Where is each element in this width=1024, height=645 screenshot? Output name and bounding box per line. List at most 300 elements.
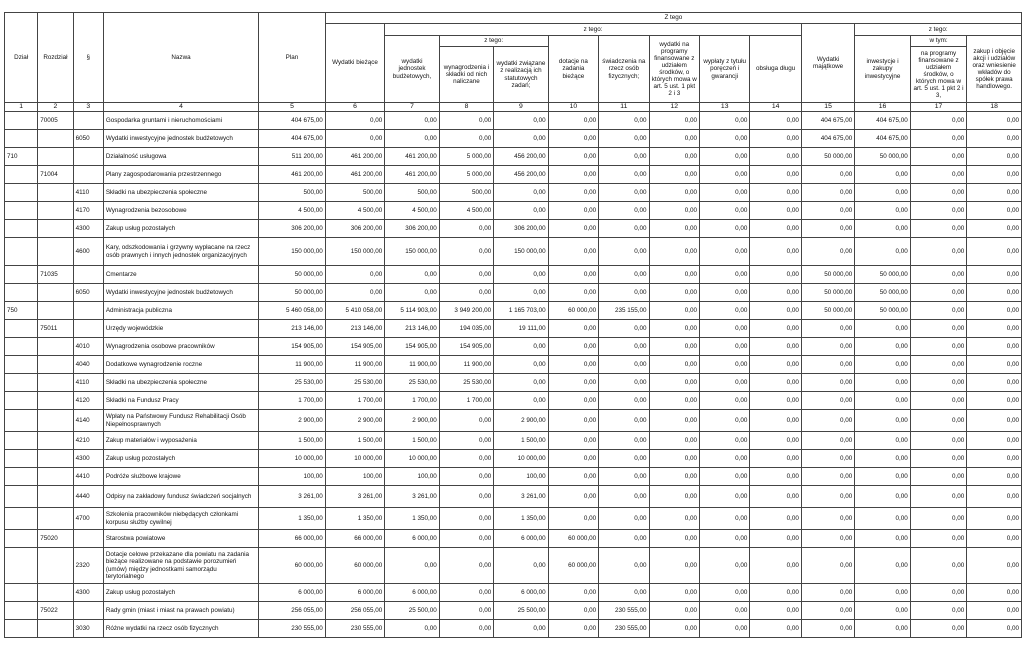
column-number: 2 xyxy=(38,103,73,112)
value-cell: 0,00 xyxy=(439,238,493,266)
value-cell: 0,00 xyxy=(599,130,649,148)
value-cell: 0,00 xyxy=(750,620,801,638)
value-cell: 0,00 xyxy=(439,130,493,148)
value-cell: 0,00 xyxy=(439,486,493,508)
value-cell: 0,00 xyxy=(599,468,649,486)
column-number: 16 xyxy=(855,103,910,112)
value-cell: 0,00 xyxy=(967,410,1022,432)
value-cell: 25 530,00 xyxy=(385,374,439,392)
header-z-tego-biezace: z tego: xyxy=(385,24,802,36)
value-cell: 0,00 xyxy=(385,130,439,148)
paragraf-cell xyxy=(73,166,103,184)
rozdzial-cell: 71004 xyxy=(38,166,73,184)
value-cell: 100,00 xyxy=(494,468,548,486)
value-cell: 0,00 xyxy=(548,238,598,266)
value-cell: 0,00 xyxy=(967,486,1022,508)
value-cell: 0,00 xyxy=(750,130,801,148)
value-cell: 66 000,00 xyxy=(325,530,385,548)
table-row xyxy=(5,338,1022,356)
value-cell: 0,00 xyxy=(967,432,1022,450)
value-cell: 0,00 xyxy=(649,468,699,486)
value-cell: 6 000,00 xyxy=(385,530,439,548)
rozdzial-cell xyxy=(38,238,73,266)
value-cell: 0,00 xyxy=(855,166,910,184)
value-cell: 461 200,00 xyxy=(325,148,385,166)
value-cell: 154 905,00 xyxy=(385,338,439,356)
value-cell: 0,00 xyxy=(855,620,910,638)
value-cell: 0,00 xyxy=(910,602,966,620)
value-cell: 0,00 xyxy=(801,468,854,486)
value-cell: 0,00 xyxy=(910,410,966,432)
value-cell: 0,00 xyxy=(855,356,910,374)
value-cell: 0,00 xyxy=(855,392,910,410)
value-cell: 0,00 xyxy=(801,338,854,356)
value-cell: 0,00 xyxy=(699,530,749,548)
rozdzial-cell xyxy=(38,184,73,202)
dzial-cell xyxy=(5,508,38,530)
rozdzial-cell xyxy=(38,302,73,320)
table-row xyxy=(5,584,1022,602)
column-number: 4 xyxy=(103,103,258,112)
value-cell: 404 675,00 xyxy=(259,130,326,148)
value-cell: 1 500,00 xyxy=(494,432,548,450)
value-cell: 50 000,00 xyxy=(801,284,854,302)
value-cell: 306 200,00 xyxy=(385,220,439,238)
header-inwestycje: inwestycje i zakupy inwestycyjne xyxy=(855,36,910,103)
name-cell: Wynagrodzenia bezosobowe xyxy=(103,202,258,220)
value-cell: 0,00 xyxy=(439,112,493,130)
value-cell: 0,00 xyxy=(439,530,493,548)
value-cell: 0,00 xyxy=(910,620,966,638)
value-cell: 0,00 xyxy=(439,548,493,584)
value-cell: 0,00 xyxy=(599,184,649,202)
value-cell: 0,00 xyxy=(910,184,966,202)
name-cell: Urzędy wojewódzkie xyxy=(103,320,258,338)
value-cell: 0,00 xyxy=(599,166,649,184)
value-cell: 0,00 xyxy=(439,508,493,530)
name-cell: Zakup usług pozostałych xyxy=(103,584,258,602)
value-cell: 0,00 xyxy=(649,184,699,202)
paragraf-cell: 4300 xyxy=(73,584,103,602)
value-cell: 0,00 xyxy=(649,410,699,432)
value-cell: 0,00 xyxy=(910,320,966,338)
value-cell: 0,00 xyxy=(699,392,749,410)
value-cell: 0,00 xyxy=(855,548,910,584)
value-cell: 4 500,00 xyxy=(385,202,439,220)
column-number: 9 xyxy=(494,103,548,112)
column-number: 15 xyxy=(801,103,854,112)
value-cell: 2 900,00 xyxy=(494,410,548,432)
dzial-cell xyxy=(5,166,38,184)
rozdzial-cell xyxy=(38,468,73,486)
value-cell: 0,00 xyxy=(548,130,598,148)
rozdzial-cell xyxy=(38,392,73,410)
paragraf-cell: 4110 xyxy=(73,184,103,202)
value-cell: 0,00 xyxy=(599,356,649,374)
table-row xyxy=(5,238,1022,266)
table-row xyxy=(5,112,1022,130)
dzial-cell xyxy=(5,374,38,392)
table-row xyxy=(5,220,1022,238)
value-cell: 456 200,00 xyxy=(494,166,548,184)
value-cell: 50 000,00 xyxy=(801,266,854,284)
value-cell: 0,00 xyxy=(494,374,548,392)
rozdzial-cell xyxy=(38,450,73,468)
header-wydatki-jednostek: wydatki jednostek budżetowych, xyxy=(385,36,439,103)
value-cell: 404 675,00 xyxy=(855,112,910,130)
value-cell: 0,00 xyxy=(649,530,699,548)
paragraf-cell xyxy=(73,148,103,166)
value-cell: 1 500,00 xyxy=(325,432,385,450)
table-row xyxy=(5,148,1022,166)
column-number: 3 xyxy=(73,103,103,112)
value-cell: 0,00 xyxy=(439,432,493,450)
value-cell: 0,00 xyxy=(750,410,801,432)
header-dzial: Dział xyxy=(5,13,38,103)
value-cell: 0,00 xyxy=(750,184,801,202)
value-cell: 0,00 xyxy=(750,530,801,548)
dzial-cell xyxy=(5,450,38,468)
name-cell: Składki na Fundusz Pracy xyxy=(103,392,258,410)
header-swiadczenia: świadczenia na rzecz osób fizycznych; xyxy=(599,36,649,103)
value-cell: 511 200,00 xyxy=(259,148,326,166)
value-cell: 0,00 xyxy=(750,166,801,184)
value-cell: 1 350,00 xyxy=(325,508,385,530)
dzial-cell xyxy=(5,530,38,548)
value-cell: 0,00 xyxy=(699,202,749,220)
value-cell: 0,00 xyxy=(325,130,385,148)
value-cell: 0,00 xyxy=(699,184,749,202)
value-cell: 0,00 xyxy=(910,468,966,486)
value-cell: 0,00 xyxy=(750,338,801,356)
dzial-cell xyxy=(5,266,38,284)
column-number: 1 xyxy=(5,103,38,112)
value-cell: 461 200,00 xyxy=(325,166,385,184)
value-cell: 0,00 xyxy=(649,356,699,374)
value-cell: 150 000,00 xyxy=(494,238,548,266)
value-cell: 25 530,00 xyxy=(439,374,493,392)
value-cell: 0,00 xyxy=(910,130,966,148)
value-cell: 0,00 xyxy=(967,202,1022,220)
value-cell: 0,00 xyxy=(967,602,1022,620)
value-cell: 66 000,00 xyxy=(259,530,326,548)
value-cell: 0,00 xyxy=(548,284,598,302)
rozdzial-cell xyxy=(38,284,73,302)
value-cell: 0,00 xyxy=(548,148,598,166)
value-cell: 0,00 xyxy=(548,338,598,356)
table-row xyxy=(5,374,1022,392)
value-cell: 11 900,00 xyxy=(325,356,385,374)
name-cell: Wpłaty na Państwowy Fundusz Rehabilitacji Osób Niepełnosprawnych xyxy=(103,410,258,432)
value-cell: 60 000,00 xyxy=(548,302,598,320)
header-wyplaty: wypłaty z tytułu poręczeń i gwarancji xyxy=(699,36,749,103)
value-cell: 0,00 xyxy=(649,374,699,392)
value-cell: 0,00 xyxy=(750,392,801,410)
value-cell: 0,00 xyxy=(494,356,548,374)
value-cell: 0,00 xyxy=(699,410,749,432)
value-cell: 25 500,00 xyxy=(385,602,439,620)
value-cell: 0,00 xyxy=(801,548,854,584)
paragraf-cell: 4210 xyxy=(73,432,103,450)
value-cell: 0,00 xyxy=(649,112,699,130)
value-cell: 0,00 xyxy=(649,320,699,338)
header-na-programy: na programy finansowane z udziałem środków, o których mowa w art. 5 ust. 1 pkt 2 i 3, xyxy=(910,47,966,103)
name-cell: Wydatki inwestycyjne jednostek budżetowych xyxy=(103,284,258,302)
value-cell: 0,00 xyxy=(439,602,493,620)
value-cell: 60 000,00 xyxy=(325,548,385,584)
value-cell: 0,00 xyxy=(750,450,801,468)
value-cell: 0,00 xyxy=(750,508,801,530)
value-cell: 0,00 xyxy=(649,392,699,410)
value-cell: 0,00 xyxy=(649,620,699,638)
value-cell: 0,00 xyxy=(599,284,649,302)
value-cell: 0,00 xyxy=(649,130,699,148)
value-cell: 0,00 xyxy=(801,450,854,468)
value-cell: 0,00 xyxy=(439,450,493,468)
value-cell: 0,00 xyxy=(855,202,910,220)
dzial-cell xyxy=(5,410,38,432)
value-cell: 0,00 xyxy=(910,356,966,374)
value-cell: 5 000,00 xyxy=(439,148,493,166)
value-cell: 0,00 xyxy=(385,548,439,584)
value-cell: 150 000,00 xyxy=(325,238,385,266)
table-row xyxy=(5,450,1022,468)
value-cell: 0,00 xyxy=(699,584,749,602)
column-number: 17 xyxy=(910,103,966,112)
value-cell: 0,00 xyxy=(599,338,649,356)
value-cell: 0,00 xyxy=(967,468,1022,486)
paragraf-cell: 4010 xyxy=(73,338,103,356)
dzial-cell xyxy=(5,284,38,302)
header-z-tego-majatkowe: z tego: xyxy=(855,24,1022,36)
value-cell: 0,00 xyxy=(494,284,548,302)
value-cell: 0,00 xyxy=(548,508,598,530)
paragraf-cell: 4300 xyxy=(73,220,103,238)
value-cell: 0,00 xyxy=(855,602,910,620)
value-cell: 0,00 xyxy=(750,356,801,374)
header-dotacje: dotacje na zadania bieżące xyxy=(548,36,598,103)
dzial-cell xyxy=(5,202,38,220)
value-cell: 0,00 xyxy=(439,266,493,284)
paragraf-cell xyxy=(73,302,103,320)
rozdzial-cell xyxy=(38,584,73,602)
value-cell: 6 000,00 xyxy=(259,584,326,602)
value-cell: 0,00 xyxy=(910,486,966,508)
rozdzial-cell xyxy=(38,508,73,530)
value-cell: 1 500,00 xyxy=(259,432,326,450)
value-cell: 0,00 xyxy=(750,266,801,284)
value-cell: 0,00 xyxy=(548,220,598,238)
value-cell: 0,00 xyxy=(910,584,966,602)
value-cell: 0,00 xyxy=(801,356,854,374)
table-row xyxy=(5,432,1022,450)
table-row xyxy=(5,468,1022,486)
value-cell: 0,00 xyxy=(855,220,910,238)
value-cell: 0,00 xyxy=(649,508,699,530)
dzial-cell xyxy=(5,486,38,508)
name-cell: Składki na ubezpieczenia społeczne xyxy=(103,374,258,392)
value-cell: 6 000,00 xyxy=(385,584,439,602)
value-cell: 150 000,00 xyxy=(259,238,326,266)
header-plan: Plan xyxy=(259,13,326,103)
value-cell: 0,00 xyxy=(649,450,699,468)
value-cell: 0,00 xyxy=(910,302,966,320)
value-cell: 0,00 xyxy=(494,548,548,584)
value-cell: 0,00 xyxy=(910,548,966,584)
rozdzial-cell xyxy=(38,338,73,356)
value-cell: 0,00 xyxy=(801,410,854,432)
value-cell: 6 000,00 xyxy=(325,584,385,602)
header-zakup-akcji: zakup i objęcie akcji i udziałów oraz wniesienie wkładów do spółek prawa handlowego. xyxy=(967,36,1022,103)
value-cell: 0,00 xyxy=(699,320,749,338)
value-cell: 461 200,00 xyxy=(259,166,326,184)
value-cell: 3 261,00 xyxy=(259,486,326,508)
value-cell: 0,00 xyxy=(548,410,598,432)
value-cell: 50 000,00 xyxy=(855,148,910,166)
column-number: 12 xyxy=(649,103,699,112)
value-cell: 0,00 xyxy=(967,238,1022,266)
value-cell: 0,00 xyxy=(494,338,548,356)
rozdzial-cell xyxy=(38,374,73,392)
value-cell: 0,00 xyxy=(910,238,966,266)
value-cell: 0,00 xyxy=(699,166,749,184)
value-cell: 154 905,00 xyxy=(439,338,493,356)
dzial-cell xyxy=(5,220,38,238)
value-cell: 306 200,00 xyxy=(325,220,385,238)
value-cell: 0,00 xyxy=(699,130,749,148)
name-cell: Wynagrodzenia osobowe pracowników xyxy=(103,338,258,356)
value-cell: 0,00 xyxy=(699,284,749,302)
value-cell: 500,00 xyxy=(385,184,439,202)
column-number: 6 xyxy=(325,103,385,112)
paragraf-cell: 4120 xyxy=(73,392,103,410)
paragraf-cell xyxy=(73,112,103,130)
rozdzial-cell xyxy=(38,220,73,238)
value-cell: 0,00 xyxy=(699,548,749,584)
dzial-cell xyxy=(5,238,38,266)
table-row xyxy=(5,392,1022,410)
value-cell: 5 410 058,00 xyxy=(325,302,385,320)
value-cell: 0,00 xyxy=(548,320,598,338)
value-cell: 0,00 xyxy=(325,266,385,284)
value-cell: 0,00 xyxy=(910,284,966,302)
value-cell: 0,00 xyxy=(599,392,649,410)
value-cell: 25 530,00 xyxy=(259,374,326,392)
value-cell: 0,00 xyxy=(699,432,749,450)
value-cell: 0,00 xyxy=(855,468,910,486)
value-cell: 0,00 xyxy=(599,238,649,266)
value-cell: 0,00 xyxy=(548,602,598,620)
value-cell: 0,00 xyxy=(855,338,910,356)
value-cell: 0,00 xyxy=(699,468,749,486)
value-cell: 0,00 xyxy=(699,302,749,320)
value-cell: 0,00 xyxy=(967,530,1022,548)
value-cell: 456 200,00 xyxy=(494,148,548,166)
value-cell: 2 900,00 xyxy=(259,410,326,432)
value-cell: 150 000,00 xyxy=(385,238,439,266)
value-cell: 0,00 xyxy=(750,238,801,266)
value-cell: 0,00 xyxy=(855,486,910,508)
value-cell: 500,00 xyxy=(259,184,326,202)
value-cell: 0,00 xyxy=(750,468,801,486)
value-cell: 100,00 xyxy=(385,468,439,486)
value-cell: 5 114 903,00 xyxy=(385,302,439,320)
value-cell: 0,00 xyxy=(910,166,966,184)
name-cell: Wydatki inwestycyjne jednostek budżetowych xyxy=(103,130,258,148)
value-cell: 0,00 xyxy=(801,166,854,184)
value-cell: 0,00 xyxy=(325,112,385,130)
rozdzial-cell xyxy=(38,432,73,450)
value-cell: 0,00 xyxy=(967,338,1022,356)
value-cell: 0,00 xyxy=(967,266,1022,284)
value-cell: 100,00 xyxy=(259,468,326,486)
paragraf-cell: 4140 xyxy=(73,410,103,432)
value-cell: 1 350,00 xyxy=(385,508,439,530)
value-cell: 0,00 xyxy=(548,356,598,374)
paragraf-cell xyxy=(73,530,103,548)
table-row xyxy=(5,320,1022,338)
value-cell: 0,00 xyxy=(699,508,749,530)
value-cell: 154 905,00 xyxy=(259,338,326,356)
value-cell: 0,00 xyxy=(750,432,801,450)
name-cell: Cmentarze xyxy=(103,266,258,284)
value-cell: 0,00 xyxy=(801,584,854,602)
value-cell: 213 146,00 xyxy=(259,320,326,338)
column-number-row xyxy=(5,103,1022,112)
table-row xyxy=(5,530,1022,548)
value-cell: 0,00 xyxy=(699,486,749,508)
value-cell: 500,00 xyxy=(325,184,385,202)
value-cell: 0,00 xyxy=(649,602,699,620)
value-cell: 404 675,00 xyxy=(801,112,854,130)
header-wydatki-majatkowe: Wydatki majątkowe xyxy=(801,24,854,103)
value-cell: 0,00 xyxy=(855,508,910,530)
value-cell: 0,00 xyxy=(548,392,598,410)
table-row xyxy=(5,266,1022,284)
paragraf-cell xyxy=(73,266,103,284)
rozdzial-cell: 75022 xyxy=(38,602,73,620)
rozdzial-cell xyxy=(38,130,73,148)
header-nazwa: Nazwa xyxy=(103,13,258,103)
value-cell: 0,00 xyxy=(967,584,1022,602)
value-cell: 0,00 xyxy=(750,486,801,508)
table-row xyxy=(5,410,1022,432)
value-cell: 50 000,00 xyxy=(801,302,854,320)
value-cell: 1 350,00 xyxy=(259,508,326,530)
header-obsluga-dlugu: obsługa długu xyxy=(750,36,801,103)
rozdzial-cell xyxy=(38,148,73,166)
value-cell: 0,00 xyxy=(967,450,1022,468)
budget-expenditure-table xyxy=(4,12,1022,638)
value-cell: 0,00 xyxy=(910,374,966,392)
value-cell: 0,00 xyxy=(801,392,854,410)
value-cell: 0,00 xyxy=(599,432,649,450)
name-cell: Różne wydatki na rzecz osób fizycznych xyxy=(103,620,258,638)
value-cell: 0,00 xyxy=(699,450,749,468)
value-cell: 0,00 xyxy=(750,374,801,392)
value-cell: 0,00 xyxy=(494,112,548,130)
value-cell: 0,00 xyxy=(801,202,854,220)
value-cell: 0,00 xyxy=(439,468,493,486)
value-cell: 0,00 xyxy=(548,620,598,638)
value-cell: 0,00 xyxy=(548,166,598,184)
rozdzial-cell xyxy=(38,356,73,374)
value-cell: 0,00 xyxy=(910,112,966,130)
value-cell: 0,00 xyxy=(699,620,749,638)
value-cell: 0,00 xyxy=(385,112,439,130)
name-cell: Odpisy na zakładowy fundusz świadczeń socjalnych xyxy=(103,486,258,508)
name-cell: Plany zagospodarowania przestrzennego xyxy=(103,166,258,184)
